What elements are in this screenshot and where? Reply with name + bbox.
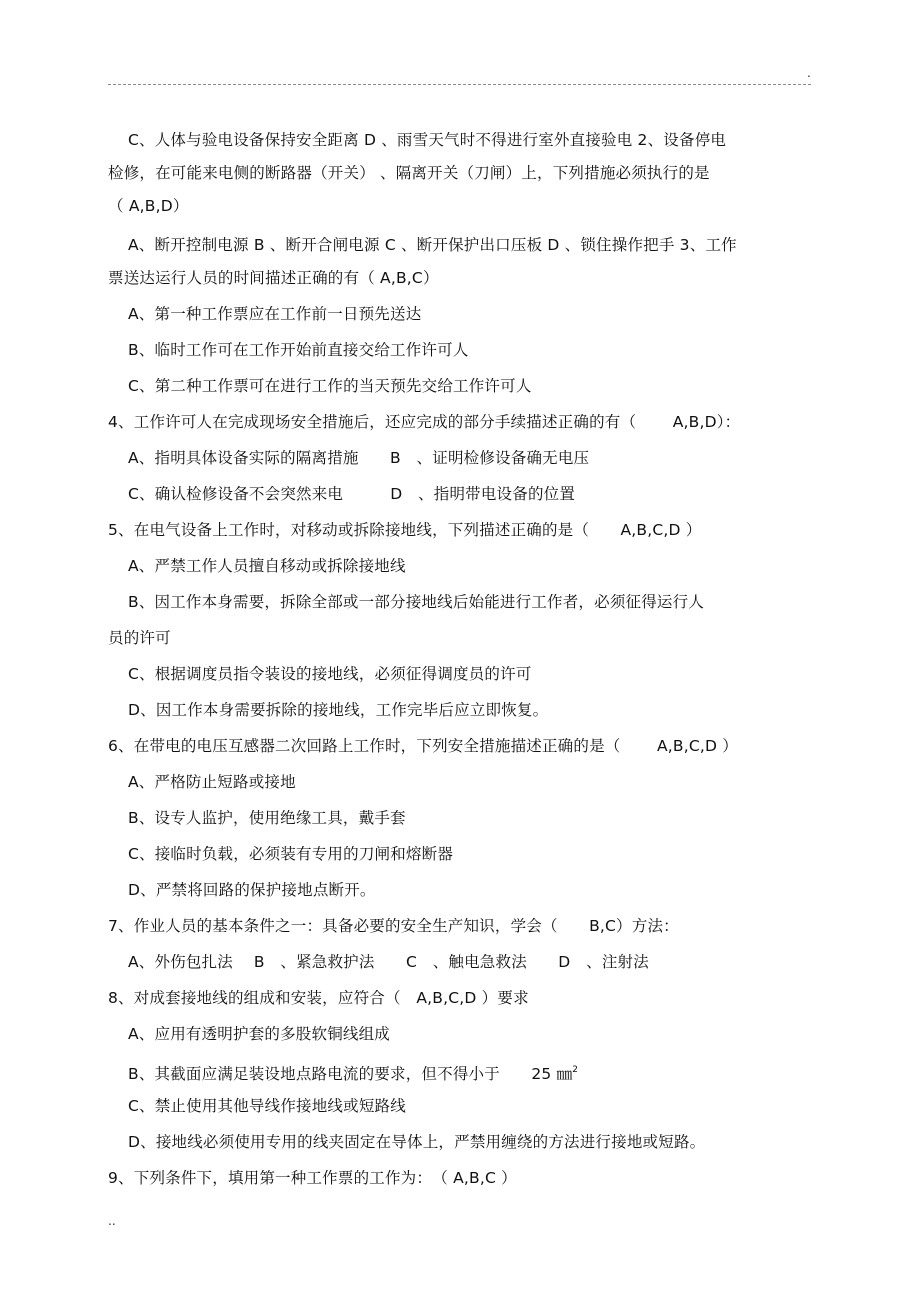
text-line-19: A、严格防止短路或接地	[128, 773, 296, 791]
text-line-10: A、指明具体设备实际的隔离措施 B 、证明检修设备确无电压	[128, 449, 590, 467]
text-line-22: D、严禁将回路的保护接地点断开。	[128, 881, 376, 899]
header-dot: .	[807, 66, 811, 80]
text-line-26: A、应用有透明护套的多股软铜线组成	[128, 1025, 391, 1043]
text-line-1: C、人体与验电设备保持安全距离 D 、雨雪天气时不得进行室外直接验电 2、设备停电	[128, 131, 727, 149]
text-line-11: C、确认检修设备不会突然来电 D 、指明带电设备的位置	[128, 485, 576, 503]
text-line-8: C、第二种工作票可在进行工作的当天预先交给工作许可人	[128, 377, 532, 395]
question-5: 5、在电气设备上工作时，对移动或拆除接地线，下列描述正确的是（ A,B,C,D ）	[108, 521, 702, 539]
text-line-15: 员的许可	[108, 629, 171, 647]
text-line-17: D、因工作本身需要拆除的接地线，工作完毕后应立即恢复。	[128, 701, 549, 719]
text-line-3: （ A,B,D）	[108, 197, 189, 215]
text-line-21: C、接临时负载，必须装有专用的刀闸和熔断器	[128, 845, 454, 863]
question-4: 4、工作许可人在完成现场安全措施后，还应完成的部分手续描述正确的有（ A,B,D）：	[108, 413, 741, 431]
text-line-5: 票送达运行人员的时间描述正确的有（ A,B,C）	[108, 269, 439, 287]
line-27-text: B、其截面应满足装设地点路电流的要求，但不得小于 25 ㎜	[128, 1065, 573, 1083]
superscript: 2	[572, 1065, 579, 1075]
question-8: 8、对成套接地线的组成和安装，应符合（ A,B,C,D ）要求	[108, 989, 529, 1007]
text-line-2: 检修，在可能来电侧的断路器（开关） 、隔离开关（刀闸）上，下列措施必须执行的是	[108, 164, 710, 182]
text-line-28: C、禁止使用其他导线作接地线或短路线	[128, 1097, 406, 1115]
text-line-4: A、断开控制电源 B 、断开合闸电源 C 、断开保护出口压板 D 、锁住操作把手 3、工作	[128, 236, 737, 254]
text-line-16: C、根据调度员指令装设的接地线，必须征得调度员的许可	[128, 665, 532, 683]
text-line-29: D、接地线必须使用专用的线夹固定在导体上，严禁用缠绕的方法进行接地或短路。	[128, 1133, 706, 1151]
question-6: 6、在带电的电压互感器二次回路上工作时，下列安全措施描述正确的是（ A,B,C,D ）	[108, 737, 738, 755]
question-7: 7、作业人员的基本条件之一：具备必要的安全生产知识，学会（ B,C）方法：	[108, 917, 679, 935]
text-line-27	[108, 1054, 814, 1087]
footer-dots: ..	[108, 1214, 116, 1228]
text-line-6: A、第一种工作票应在工作前一日预先送达	[128, 305, 422, 323]
question-9: 9、下列条件下，填用第一种工作票的工作为： （ A,B,C ）	[108, 1169, 517, 1187]
text-line-14: B、因工作本身需要，拆除全部或一部分接地线后始能进行工作者，必须征得运行人	[128, 593, 705, 611]
text-line-7: B、临时工作可在工作开始前直接交给工作许可人	[128, 341, 469, 359]
text-line-13: A、严禁工作人员擅自移动或拆除接地线	[128, 557, 406, 575]
text-line-20: B、设专人监护，使用绝缘工具，戴手套	[128, 809, 406, 827]
text-line-24: A、外伤包扎法 B 、紧急救护法 C 、触电急救法 D 、注射法	[128, 953, 649, 971]
header-rule	[108, 84, 811, 85]
document-body	[108, 124, 814, 1195]
